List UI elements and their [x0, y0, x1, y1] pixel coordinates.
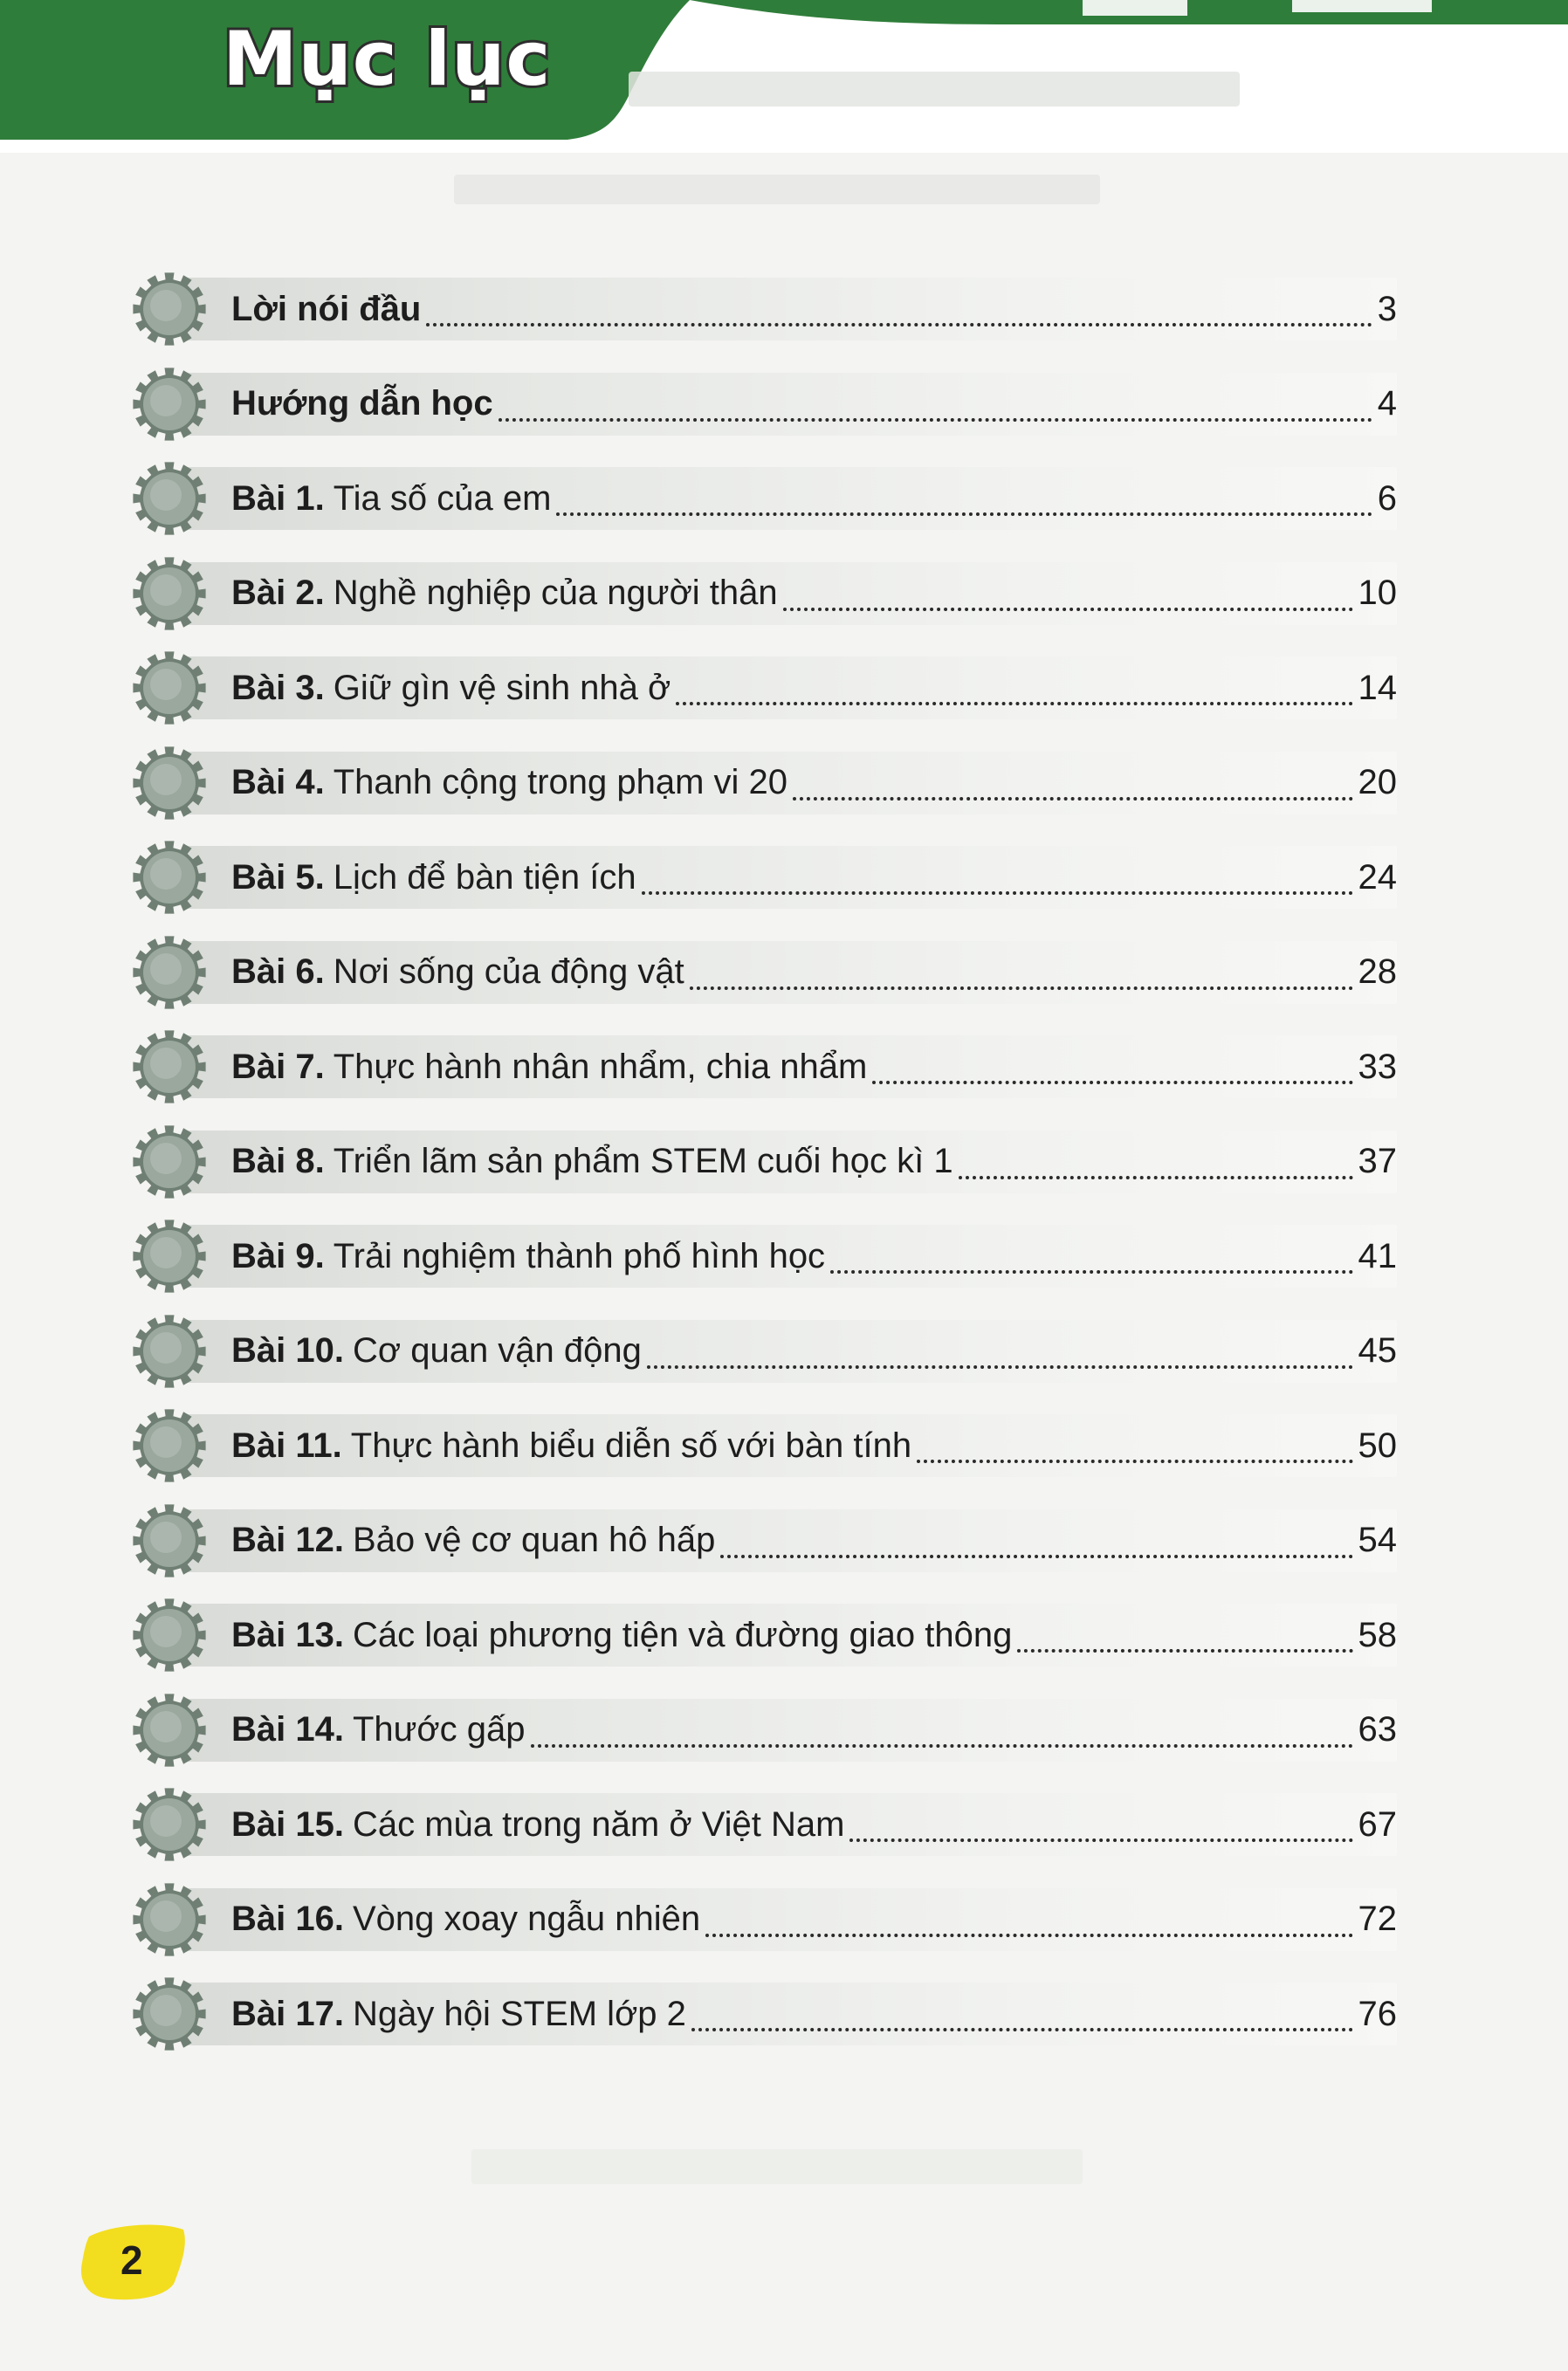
toc-leader-dots — [917, 1460, 1352, 1463]
toc-entry[interactable] — [131, 1967, 1414, 2062]
toc-entry[interactable] — [131, 451, 1414, 546]
toc-entry-label: Bài 5. — [231, 857, 325, 897]
page-title: Mục lục — [223, 16, 552, 103]
gear-icon — [131, 555, 208, 632]
toc-entry-text — [231, 1893, 1397, 1946]
toc-entry[interactable] — [131, 1399, 1414, 1494]
gear-icon — [131, 1313, 208, 1390]
toc-entry[interactable] — [131, 1209, 1414, 1304]
toc-entry-text — [231, 1798, 1397, 1851]
toc-entry-label: Bài 3. — [231, 668, 325, 707]
toc-leader-dots — [642, 891, 1353, 895]
gear-icon — [131, 649, 208, 726]
toc-entry-page: 58 — [1358, 1615, 1397, 1654]
toc-leader-dots — [1017, 1649, 1352, 1653]
toc-leader-dots — [499, 418, 1372, 422]
toc-entry-page: 41 — [1358, 1236, 1397, 1275]
toc-entry-title: Thước gấp — [352, 1710, 526, 1749]
toc-leader-dots — [849, 1838, 1352, 1842]
toc-entry-text — [231, 1609, 1397, 1661]
gear-icon — [131, 1597, 208, 1673]
gear-icon — [131, 460, 208, 537]
toc-entry-label: Bài 11. — [231, 1426, 342, 1465]
toc-entry-title: Các mùa trong năm ở Việt Nam — [352, 1804, 845, 1844]
toc-entry[interactable] — [131, 736, 1414, 831]
toc-entry-title: Bảo vệ cơ quan hô hấp — [352, 1521, 716, 1559]
toc-entry-page: 4 — [1377, 384, 1397, 423]
gear-icon — [131, 1502, 208, 1579]
toc-entry[interactable] — [131, 1020, 1414, 1115]
toc-entry[interactable] — [131, 546, 1414, 642]
toc-entry-title: Giữ gìn vệ sinh nhà ở — [333, 668, 671, 707]
toc-leader-dots — [793, 797, 1352, 801]
bleed-through-watermark — [454, 175, 1100, 204]
toc-entry-text — [231, 378, 1397, 430]
toc-entry-title: Thanh cộng trong phạm vi 20 — [333, 763, 788, 801]
toc-entry-title: Cơ quan vận động — [352, 1331, 642, 1370]
toc-leader-dots — [872, 1081, 1352, 1084]
toc-entry-page: 37 — [1358, 1142, 1397, 1180]
toc-leader-dots — [720, 1555, 1352, 1558]
toc-leader-dots — [830, 1270, 1352, 1274]
gear-icon — [131, 1407, 208, 1484]
gear-icon — [131, 366, 208, 443]
gear-icon — [131, 1786, 208, 1863]
toc-entry-title: Lịch để bàn tiện ích — [333, 857, 636, 897]
gear-icon — [131, 745, 208, 821]
toc-entry-title: Hướng dẫn học — [231, 384, 493, 423]
page-number: 2 — [120, 2237, 143, 2283]
toc-entry-page: 33 — [1358, 1047, 1397, 1086]
toc-entry-title: Lời nói đầu — [231, 289, 422, 328]
toc-entry-title: Tia số của em — [333, 478, 552, 518]
toc-entry-text — [231, 1041, 1397, 1093]
toc-entry-text — [231, 1419, 1397, 1472]
toc-entry-title: Vòng xoay ngẫu nhiên — [352, 1900, 701, 1938]
toc-entry-page: 24 — [1358, 857, 1397, 897]
toc-entry-page: 54 — [1358, 1521, 1397, 1559]
toc-entry-title: Trải nghiệm thành phố hình học — [333, 1236, 826, 1275]
toc-entry-label: Bài 13. — [231, 1615, 344, 1654]
toc-entry-page: 20 — [1358, 763, 1397, 801]
toc-entry[interactable] — [131, 830, 1414, 925]
toc-entry-page: 3 — [1377, 289, 1397, 328]
toc-leader-dots — [647, 1365, 1353, 1369]
toc-entry-label: Bài 2. — [231, 574, 325, 612]
toc-entry-text — [231, 567, 1397, 620]
toc-leader-dots — [691, 2028, 1353, 2031]
toc-entry-label: Bài 9. — [231, 1236, 325, 1275]
toc-entry[interactable] — [131, 262, 1414, 357]
toc-entry-label: Bài 15. — [231, 1804, 344, 1844]
toc-entry-title: Triển lãm sản phẩm STEM cuối học kì 1 — [333, 1142, 953, 1180]
toc-entry-text — [231, 472, 1397, 525]
toc-entry[interactable] — [131, 641, 1414, 736]
toc-entry-page: 45 — [1358, 1331, 1397, 1370]
gear-icon — [131, 1218, 208, 1295]
toc-entry[interactable] — [131, 1683, 1414, 1778]
toc-entry-label: Bài 8. — [231, 1142, 325, 1180]
toc-entry-label: Bài 12. — [231, 1521, 344, 1559]
toc-entry-text — [231, 1515, 1397, 1567]
toc-entry-title: Thực hành biểu diễn số với bàn tính — [350, 1426, 912, 1465]
toc-entry[interactable] — [131, 1304, 1414, 1399]
toc-entry[interactable] — [131, 925, 1414, 1021]
toc-entry-title: Nghề nghiệp của người thân — [333, 574, 778, 612]
gear-icon — [131, 1124, 208, 1200]
toc-entry-page: 14 — [1358, 668, 1397, 707]
gear-icon — [131, 1976, 208, 2052]
toc-entry-title: Thực hành nhân nhẩm, chia nhẩm — [333, 1047, 868, 1086]
toc-entry[interactable] — [131, 1115, 1414, 1210]
toc-leader-dots — [676, 702, 1352, 705]
toc-entry-label: Bài 7. — [231, 1047, 325, 1086]
toc-entry-page: 72 — [1358, 1900, 1397, 1938]
toc-entry-title: Các loại phương tiện và đường giao thông — [352, 1615, 1013, 1654]
toc-entry-label: Bài 14. — [231, 1710, 344, 1749]
toc-entry-text — [231, 1136, 1397, 1188]
toc-entry-text — [231, 662, 1397, 714]
toc-entry-text — [231, 1704, 1397, 1756]
toc-entry[interactable] — [131, 1873, 1414, 1968]
toc-entry-text — [231, 757, 1397, 809]
toc-entry-label: Bài 6. — [231, 952, 325, 991]
table-of-contents — [131, 262, 1414, 2062]
toc-leader-dots — [531, 1744, 1353, 1748]
toc-entry-text — [231, 283, 1397, 335]
toc-entry-page: 67 — [1358, 1804, 1397, 1844]
toc-entry-text — [231, 946, 1397, 999]
toc-entry-page: 76 — [1358, 1994, 1397, 2033]
toc-entry[interactable] — [131, 1588, 1414, 1683]
gear-icon — [131, 271, 208, 347]
toc-entry-page: 10 — [1358, 574, 1397, 612]
toc-leader-dots — [426, 323, 1372, 326]
toc-entry-label: Bài 4. — [231, 763, 325, 801]
toc-entry[interactable] — [131, 1777, 1414, 1873]
toc-entry[interactable] — [131, 1494, 1414, 1589]
gear-icon — [131, 839, 208, 916]
gear-icon — [131, 1028, 208, 1105]
toc-entry-text — [231, 1988, 1397, 2040]
gear-icon — [131, 934, 208, 1011]
gear-icon — [131, 1881, 208, 1958]
toc-entry-text — [231, 851, 1397, 904]
bleed-through-watermark — [471, 2149, 1083, 2184]
toc-leader-dots — [690, 986, 1353, 990]
toc-entry-page: 6 — [1377, 478, 1397, 518]
bleed-through-watermark — [629, 72, 1240, 107]
toc-entry-text — [231, 1325, 1397, 1378]
toc-leader-dots — [705, 1934, 1352, 1937]
toc-entry-text — [231, 1230, 1397, 1282]
toc-entry-label: Bài 1. — [231, 478, 325, 518]
toc-leader-dots — [556, 512, 1372, 516]
toc-entry-label: Bài 17. — [231, 1994, 344, 2033]
toc-entry-page: 28 — [1358, 952, 1397, 991]
toc-entry-page: 50 — [1358, 1426, 1397, 1465]
toc-leader-dots — [959, 1176, 1353, 1179]
toc-entry-title: Ngày hội STEM lớp 2 — [352, 1994, 686, 2033]
toc-entry[interactable] — [131, 357, 1414, 452]
toc-entry-page: 63 — [1358, 1710, 1397, 1749]
toc-leader-dots — [783, 608, 1353, 611]
toc-entry-label: Bài 16. — [231, 1900, 344, 1938]
toc-entry-label: Bài 10. — [231, 1331, 344, 1370]
toc-entry-title: Nơi sống của động vật — [333, 952, 684, 991]
gear-icon — [131, 1692, 208, 1769]
